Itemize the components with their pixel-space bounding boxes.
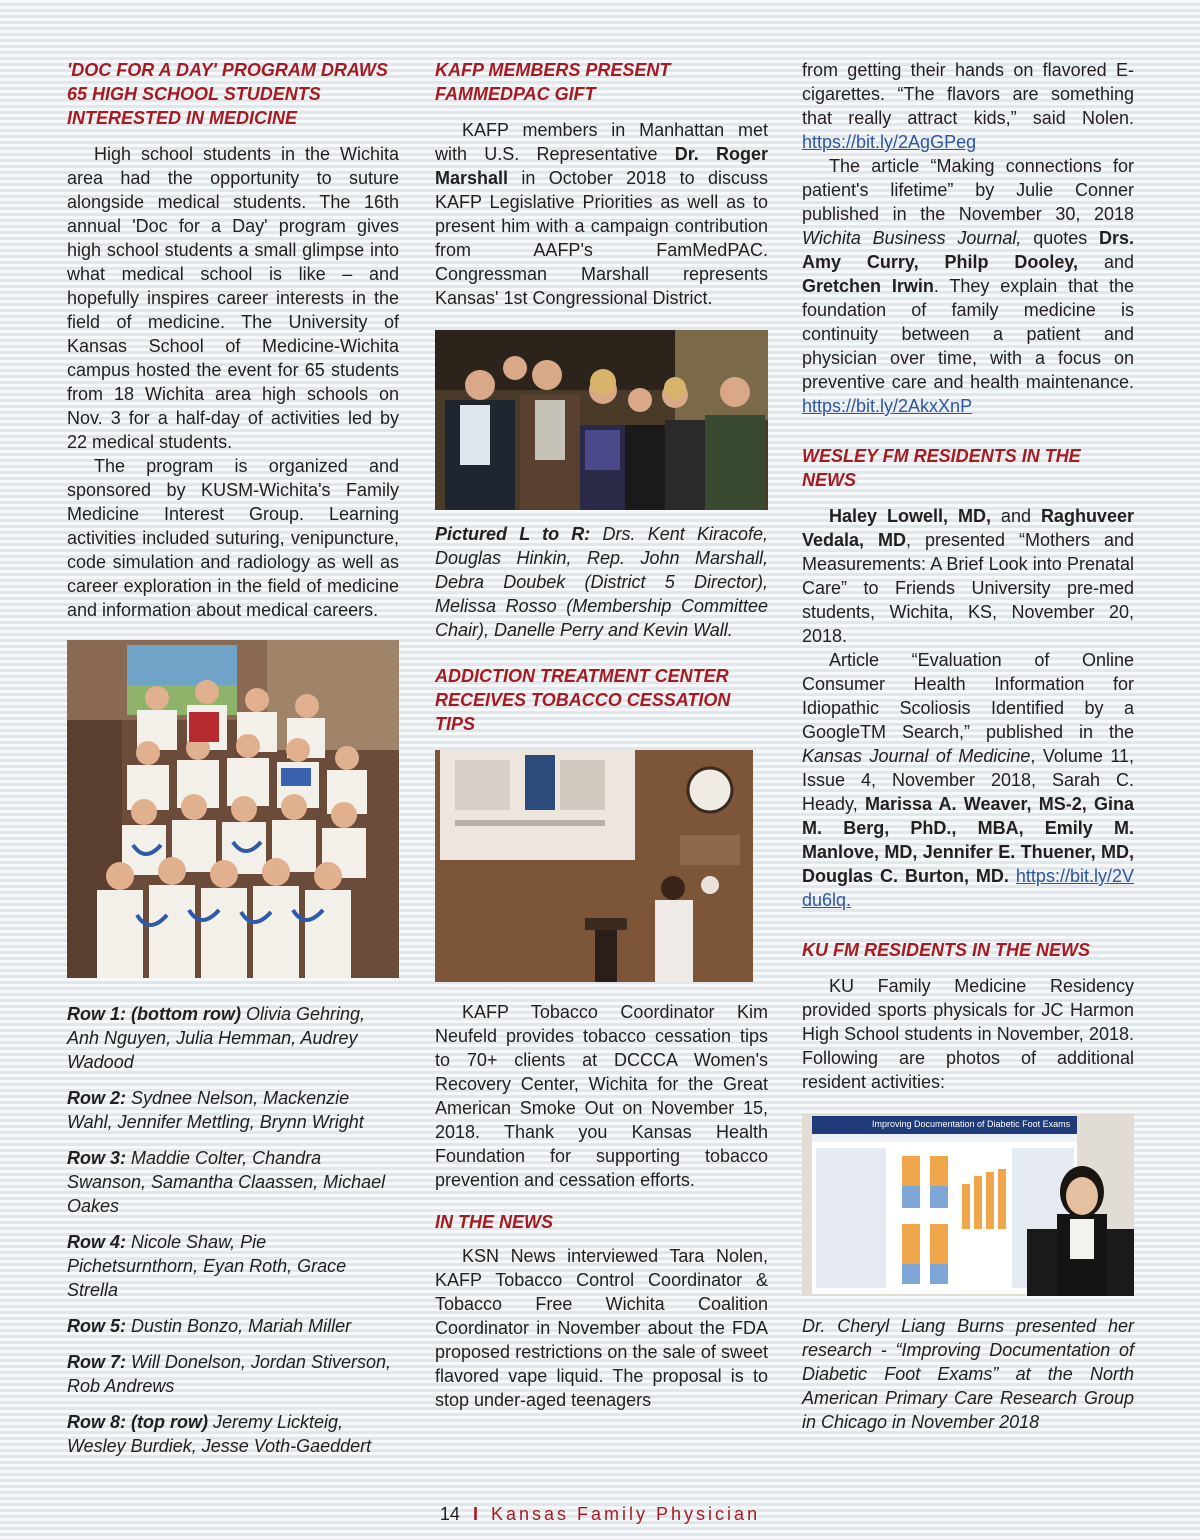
- link-making-connections[interactable]: https://bit.ly/2AkxXnP: [802, 396, 973, 416]
- presentation-photo: [435, 750, 753, 982]
- in-the-news-heading: IN THE NEWS: [435, 1212, 554, 1232]
- doc-for-a-day-paragraph-2: The program is organized and sponsored by KUSM-Wichita's Family Medicine Interest Group. Learning activities included suturing, venipuncture, code simulation and radiology as well as career exploration in the field of medicine and information about medical careers.: [67, 456, 399, 620]
- tobacco-tips-paragraph: KAFP Tobacco Coordinator Kim Neufeld provides tobacco cessation tips to 70+ clients at DCCCA Women's Recovery Center, Wichita for the Great American Smoke Out on November 15, 2018. Thank you Kansas Health Foundation for supporting tobacco prevention and cessation efforts.: [435, 1002, 768, 1190]
- students-group-photo: [67, 640, 399, 978]
- page-number: 14: [439, 1504, 460, 1524]
- ku-residents-heading: KU FM RESIDENTS IN THE NEWS: [802, 940, 1091, 960]
- in-the-news-paragraph: KSN News interviewed Tara Nolen, KAFP Tobacco Control Coordinator & Tobacco Free Wichita Coalition Coordinator in November about the FDA proposed restrictions on the sale of sweet flavored vape liquid. The proposal is to stop under-aged teenagers: [435, 1246, 768, 1410]
- row-captions: [67, 1002, 399, 1458]
- marshall-group-photo: [435, 330, 768, 510]
- doc-for-a-day-paragraph-1: High school students in the Wichita area had the opportunity to suture alongside medical students. The 16th annual 'Doc for a Day' program gives high school students a small glimpse into what medical school is like – and hopefully inspires career interests in the field of medicine. The University of Kansas School of Medicine-Wichita campus hosted the event for 65 students from 18 Wichita area high schools on Nov. 3 for a half-day of activities led by 22 medical students.: [67, 144, 399, 452]
- magazine-name: Kansas Family Physician: [491, 1504, 761, 1524]
- column-2: [435, 58, 768, 1412]
- marshall-photo-caption: Pictured L to R: Drs. Kent Kiracofe, Douglas Hinkin, Rep. John Marshall, Debra Doubek (District 5 Director), Melissa Rosso (Membership Committee Chair), Danelle Perry and Kevin Wall.: [435, 524, 768, 640]
- row-caption: Row 2: Sydnee Nelson, Mackenzie Wahl, Jennifer Mettling, Brynn Wright: [67, 1088, 364, 1132]
- row-caption: Row 5: Dustin Bonzo, Mariah Miller: [67, 1316, 352, 1336]
- poster-photo: [802, 1114, 1134, 1296]
- link-scoliosis-article[interactable]: https://bit.ly/2Vdu6lq.: [802, 866, 1134, 910]
- footer-separator: I: [472, 1504, 478, 1524]
- column-1: [67, 58, 399, 1470]
- row-caption: Row 8: (top row) Jeremy Lickteig, Wesley Burdiek, Jesse Voth-Gaeddert: [67, 1412, 372, 1456]
- poster-caption: Dr. Cheryl Liang Burns presented her research - “Improving Documentation of Diabetic Foot Exams” at the North American Primary Care Research Group in Chicago in November 2018: [802, 1316, 1134, 1432]
- scoliosis-article-paragraph: Article “Evaluation of Online Consumer Health Information for Idiopathic Scoliosis Identified by a GoogleTM Search,” published in the Kansas Journal of Medicine, Volume 11, Issue 4, November 2018, Sarah C. Heady, Marissa A. Weaver, MS-2, Gina M. Berg, PhD., MBA, Emily M. Manlove, MD, Jennifer E. Thuener, MD, Douglas C. Burton, MD. https://bit.ly/2Vdu6lq.: [802, 650, 1135, 910]
- row-caption: Row 1: (bottom row) Olivia Gehring, Anh Nguyen, Julia Hemman, Audrey Wadood: [67, 1004, 366, 1072]
- nolen-continued-paragraph: from getting their hands on flavored E-cigarettes. “The flavors are something that really attract kids,” said Nolen. https://bit.ly/2AgGPeg: [802, 60, 1134, 152]
- fammedpac-paragraph: KAFP members in Manhattan met with U.S. Representative Dr. Roger Marshall in October 2018 to discuss KAFP Legislative Priorities as well as to present him with a campaign contribution from AAFP's FamMedPAC. Congressman Marshall represents Kansas' 1st Congressional District.: [435, 120, 768, 308]
- row-caption: Row 7: Will Donelson, Jordan Stiverson, Rob Andrews: [67, 1352, 391, 1396]
- row-caption: Row 3: Maddie Colter, Chandra Swanson, Samantha Claassen, Michael Oakes: [67, 1148, 386, 1216]
- mothers-measurements-paragraph: Haley Lowell, MD, and Raghuveer Vedala, MD, presented “Mothers and Measurements: A Brief Look into Prenatal Care” to Friends University pre-med students, Wichita, KS, November 20, 2018.: [802, 506, 1134, 646]
- page-footer: [0, 1502, 1200, 1526]
- ku-residents-paragraph: KU Family Medicine Residency provided sports physicals for JC Harmon High School students in November, 2018. Following are photos of additional resident activities:: [802, 976, 1134, 1092]
- fammedpac-heading: KAFP MEMBERS PRESENT FAMMEDPAC GIFT: [435, 60, 671, 104]
- column-3: [802, 58, 1134, 1434]
- row-caption: Row 4: Nicole Shaw, Pie Pichetsurnthorn, Eyan Roth, Grace Strella: [67, 1232, 347, 1300]
- poster-title: Improving Documentation of Diabetic Foot Exams: [872, 1119, 1071, 1129]
- making-connections-paragraph: The article “Making connections for patient's lifetime” by Julie Conner published in the November 30, 2018 Wichita Business Journal, quotes Drs. Amy Curry, Philp Dooley, and Gretchen Irwin. They explain that the foundation of family medicine is continuity between a patient and physician over time, with a focus on preventive care and health maintenance. https://bit.ly/2AkxXnP: [802, 156, 1134, 416]
- doc-for-a-day-heading: 'DOC FOR A DAY' PROGRAM DRAWS 65 HIGH SCHOOL STUDENTS INTERESTED IN MEDICINE: [67, 60, 388, 128]
- addiction-center-heading: ADDICTION TREATMENT CENTER RECEIVES TOBACCO CESSATION TIPS: [435, 666, 731, 734]
- link-nolen-article[interactable]: https://bit.ly/2AgGPeg: [802, 132, 977, 152]
- wesley-residents-heading: WESLEY FM RESIDENTS IN THE NEWS: [802, 446, 1081, 490]
